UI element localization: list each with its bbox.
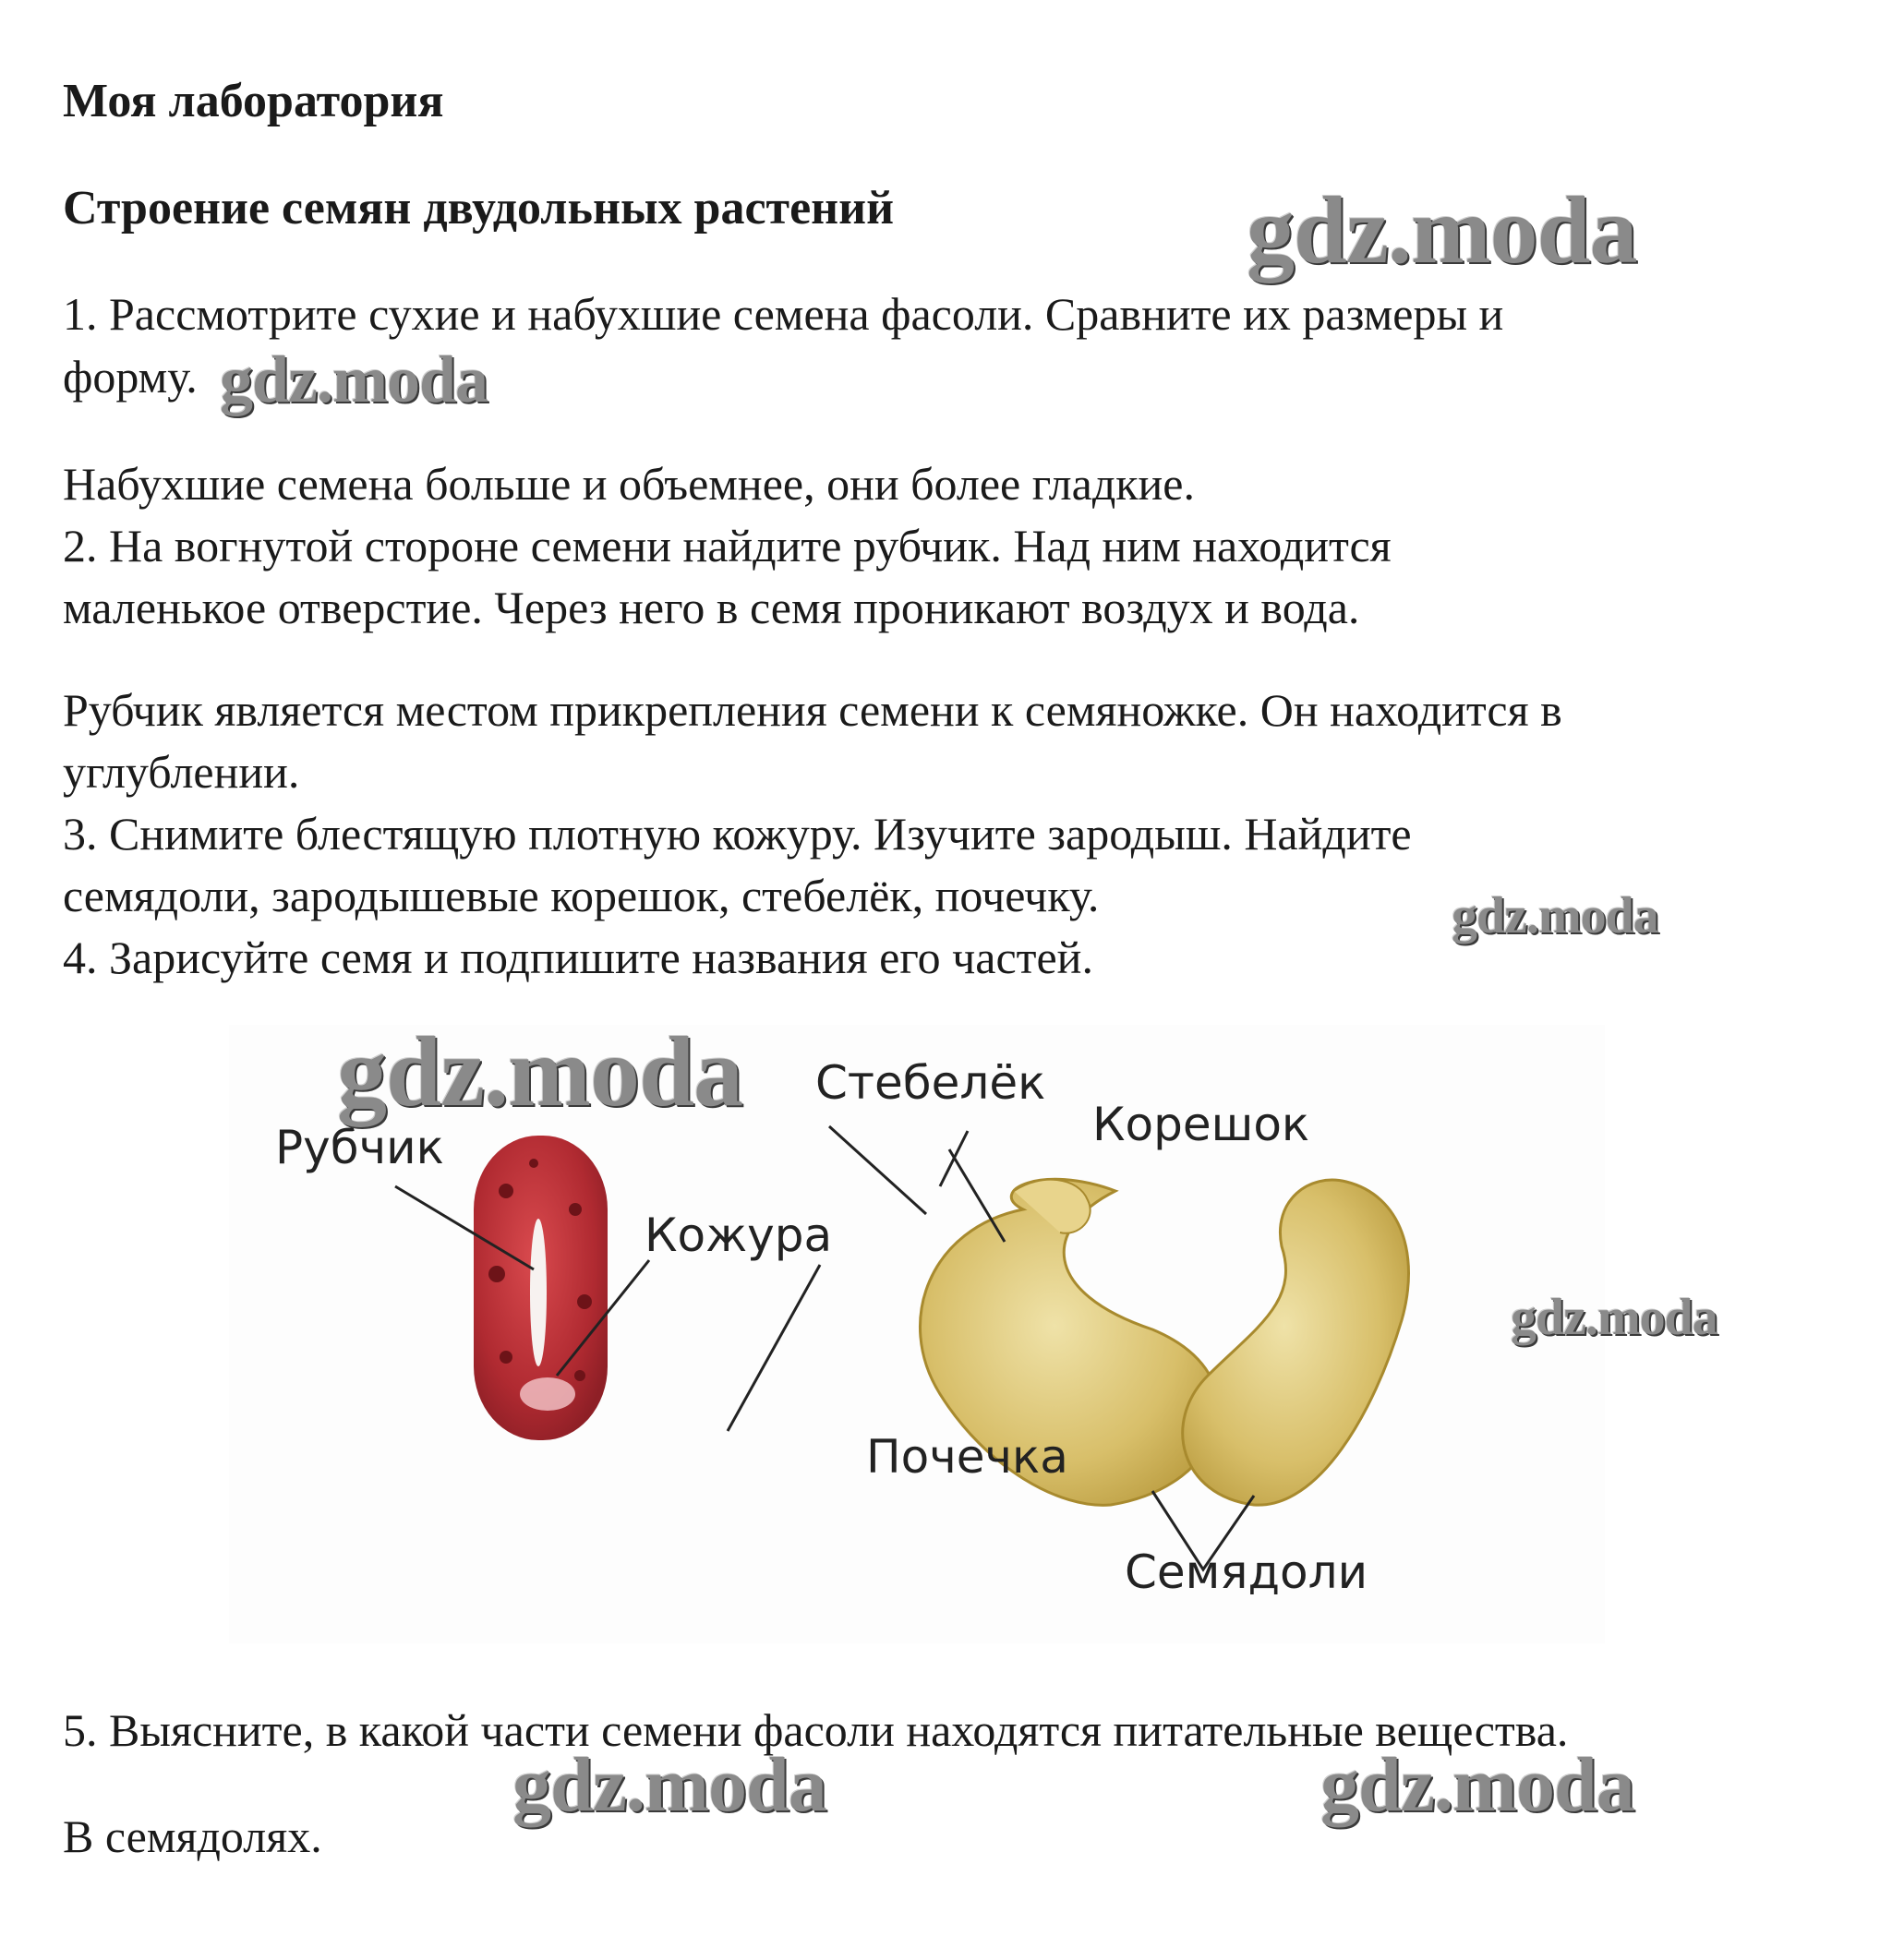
section-title: Строение семян двудольных растений [63, 182, 895, 234]
label-root: Корешок [1092, 1098, 1310, 1151]
task-2-line-1: 2. На вогнутой стороне семени найдите рубчик. Над ним находится [63, 520, 1392, 571]
label-cotyledons: Семядоли [1125, 1545, 1368, 1599]
page-heading: Моя лаборатория [63, 75, 444, 127]
label-hilum: Рубчик [275, 1121, 444, 1174]
task-1-line-1: 1. Рассмотрите сухие и набухшие семена фасоли. Сравните их размеры и [63, 288, 1504, 340]
answer-5: В семядолях. [63, 1810, 322, 1862]
watermark-logo: gdz.moda [220, 343, 488, 416]
label-stem: Стебелёк [815, 1056, 1046, 1110]
task-2-line-2: маленькое отверстие. Через него в семя проникают воздух и вода. [63, 582, 1360, 633]
watermark-logo: gdz.moda [1320, 1742, 1634, 1828]
seed-whole [474, 1136, 608, 1440]
label-bud: Почечка [866, 1430, 1068, 1484]
answer-2-line-2: углублении. [63, 746, 300, 798]
watermark-logo: gdz.moda [1247, 177, 1637, 283]
answer-1: Набухшие семена больше и объемнее, они более гладкие. [63, 458, 1196, 510]
task-3-line-2: семядоли, зародышевые корешок, стебелёк, почечку. [63, 870, 1100, 921]
watermark-logo: gdz.moda [512, 1742, 826, 1828]
watermark-logo: gdz.moda [337, 1017, 743, 1127]
watermark-logo: gdz.moda [1452, 887, 1658, 944]
task-4: 4. Зарисуйте семя и подпишите названия его частей. [63, 932, 1093, 983]
task-3-line-1: 3. Снимите блестящую плотную кожуру. Изучите зародыш. Найдите [63, 808, 1412, 860]
answer-2-line-1: Рубчик является местом прикрепления семени к семяножке. Он находится в [63, 684, 1562, 736]
label-seed-coat: Кожура [645, 1208, 833, 1262]
hilum-mark [530, 1219, 547, 1366]
task-5: 5. Выясните, в какой части семени фасоли находятся питательные вещества. [63, 1704, 1569, 1756]
task-1-line-2: форму. [63, 351, 198, 403]
watermark-logo: gdz.moda [1511, 1289, 1717, 1346]
